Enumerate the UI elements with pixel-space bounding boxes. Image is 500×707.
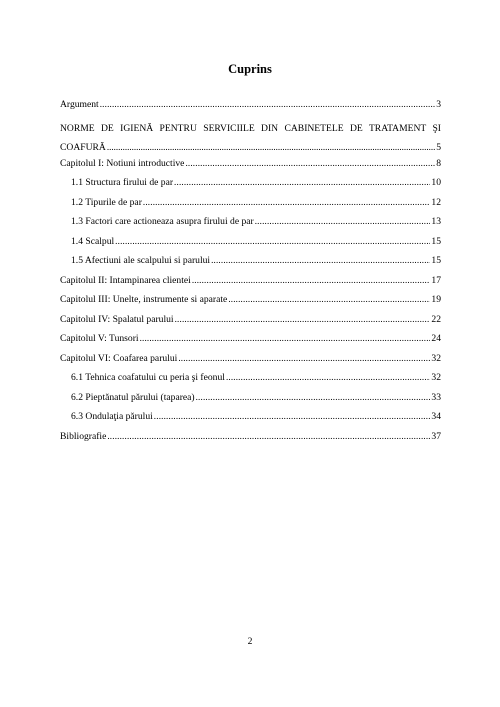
toc-entry-page: 22 [431,313,441,325]
toc-entry-page: 32 [431,372,441,383]
toc-leader-dots [115,236,430,247]
toc-entry-label: 1.3 Factori care actioneaza asupra firului de par [71,216,254,227]
toc-leader-dots [228,294,430,305]
toc-entry-capitolul-1[interactable] [60,158,441,178]
toc-leader-dots [185,158,435,169]
toc-entry-page: 8 [436,157,441,169]
toc-entry-label: Capitolul II: Intampinarea clientei [60,274,191,286]
toc-entry-bibliografie[interactable] [60,431,441,451]
toc-title: Cuprins [228,62,272,76]
toc-entry-label: Capitolul VI: Coafarea parului [60,352,178,364]
toc-entry-label: 1.5 Afectiuni ale scalpului si parului [71,255,211,266]
toc-leader-dots [226,372,430,383]
toc-entry-page: 10 [431,177,441,188]
toc-entry-label: Capitolul IV: Spalatul parului [60,313,174,325]
toc-entry-page: 5 [436,142,441,153]
toc-leader-dots [140,333,431,344]
toc-entry-1-4[interactable] [60,236,441,256]
toc-entry-page: 37 [431,430,441,442]
toc-leader-dots [174,177,430,188]
toc-entry-page: 15 [431,235,441,247]
toc-entry-label: Bibliografie [60,430,107,442]
toc-leader-dots [178,353,430,364]
toc-entry-1-3[interactable] [60,216,441,236]
toc-leader-dots [143,197,431,208]
toc-entry-label: Capitolul V: Tunsori [60,333,139,344]
toc-entry-page: 12 [431,196,441,208]
toc-entry-label: 1.2 Tipurile de par [71,196,142,208]
toc-entry-capitolul-3[interactable] [60,294,441,314]
toc-entry-label: 1.4 Scalpul [71,235,115,247]
toc-entry-label-line1: NORME DE IGIENĂ PENTRU SERVICIILE DIN CABINETELE DE TRATAMENT ŞI [60,122,441,134]
toc-entry-1-5[interactable] [60,255,441,275]
table-of-contents [60,99,441,450]
toc-entry-page: 24 [431,333,441,344]
toc-leader-dots [175,314,431,325]
toc-entry-label: 6.2 Pieptănatul părului (taparea) [71,391,195,403]
toc-leader-dots [211,255,430,266]
toc-leader-dots [107,138,435,158]
toc-entry-norme[interactable] [60,119,441,158]
toc-entry-capitolul-4[interactable] [60,314,441,334]
toc-entry-page: 19 [431,294,441,305]
toc-entry-page: 32 [431,352,441,364]
toc-entry-1-1[interactable] [60,177,441,197]
toc-leader-dots [154,411,431,422]
toc-entry-page: 15 [431,255,441,266]
toc-entry-page: 34 [431,411,441,422]
toc-entry-6-2[interactable] [60,392,441,412]
toc-entry-label: Capitolul I: Notiuni introductive [60,157,185,169]
toc-entry-6-3[interactable] [60,411,441,431]
toc-entry-label: Argument [60,99,99,110]
toc-leader-dots [100,99,435,110]
toc-entry-argument[interactable] [60,99,441,119]
toc-entry-6-1[interactable] [60,372,441,392]
toc-leader-dots [192,275,431,286]
toc-entry-page: 33 [431,391,441,403]
toc-entry-label: 6.1 Tehnica coafatului cu peria şi feonul [71,372,225,383]
toc-leader-dots [196,392,431,403]
toc-leader-dots [107,431,430,442]
toc-entry-page: 13 [431,216,441,227]
toc-entry-capitolul-6[interactable] [60,353,441,373]
toc-entry-capitolul-5[interactable] [60,333,441,353]
toc-entry-label: 1.1 Structura firului de par [71,177,174,188]
toc-entry-label: Capitolul III: Unelte, instrumente si aparate [60,294,228,305]
toc-entry-1-2[interactable] [60,197,441,217]
toc-entry-label-line2: COAFURĂ [60,142,106,153]
toc-entry-page: 3 [436,99,441,110]
toc-entry-capitolul-2[interactable] [60,275,441,295]
page-number: 2 [247,636,253,647]
toc-leader-dots [255,216,431,227]
toc-entry-page: 17 [431,274,441,286]
toc-entry-label: 6.3 Ondulaţia părului [71,411,153,422]
